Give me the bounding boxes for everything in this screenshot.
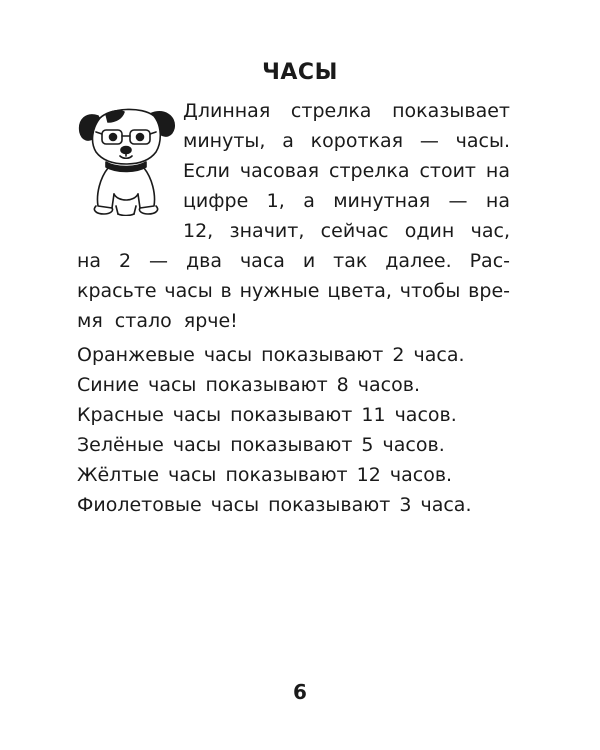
task-orange: Оранжевые часы показывают 2 часа. [77,344,465,366]
intro-text-line: на 2 — два часа и так далее. Рас- [77,250,510,272]
intro-text-line: Если часовая стрелка стоит на [183,160,510,182]
task-blue: Синие часы показывают 8 часов. [77,374,420,396]
page-title: ЧАСЫ [262,60,338,85]
intro-text-line: красьте часы в нужные цвета, чтобы вре- [77,280,510,302]
intro-text-line: минуты, а короткая — часы. [183,130,510,152]
intro-text-line: Длинная стрелка показывает [183,100,510,122]
dog-with-glasses-icon [76,98,178,216]
intro-text-line: 12, значит, сейчас один час, [183,220,510,242]
intro-text-line: мя стало ярче! [77,310,238,332]
task-red: Красные часы показывают 11 часов. [77,404,457,426]
intro-text-line: цифре 1, а минутная — на [183,190,510,212]
task-yellow: Жёлтые часы показывают 12 часов. [77,464,453,486]
task-green: Зелёные часы показывают 5 часов. [77,434,445,456]
task-purple: Фиолетовые часы показывают 3 часа. [77,494,472,516]
page-number: 6 [293,680,307,704]
